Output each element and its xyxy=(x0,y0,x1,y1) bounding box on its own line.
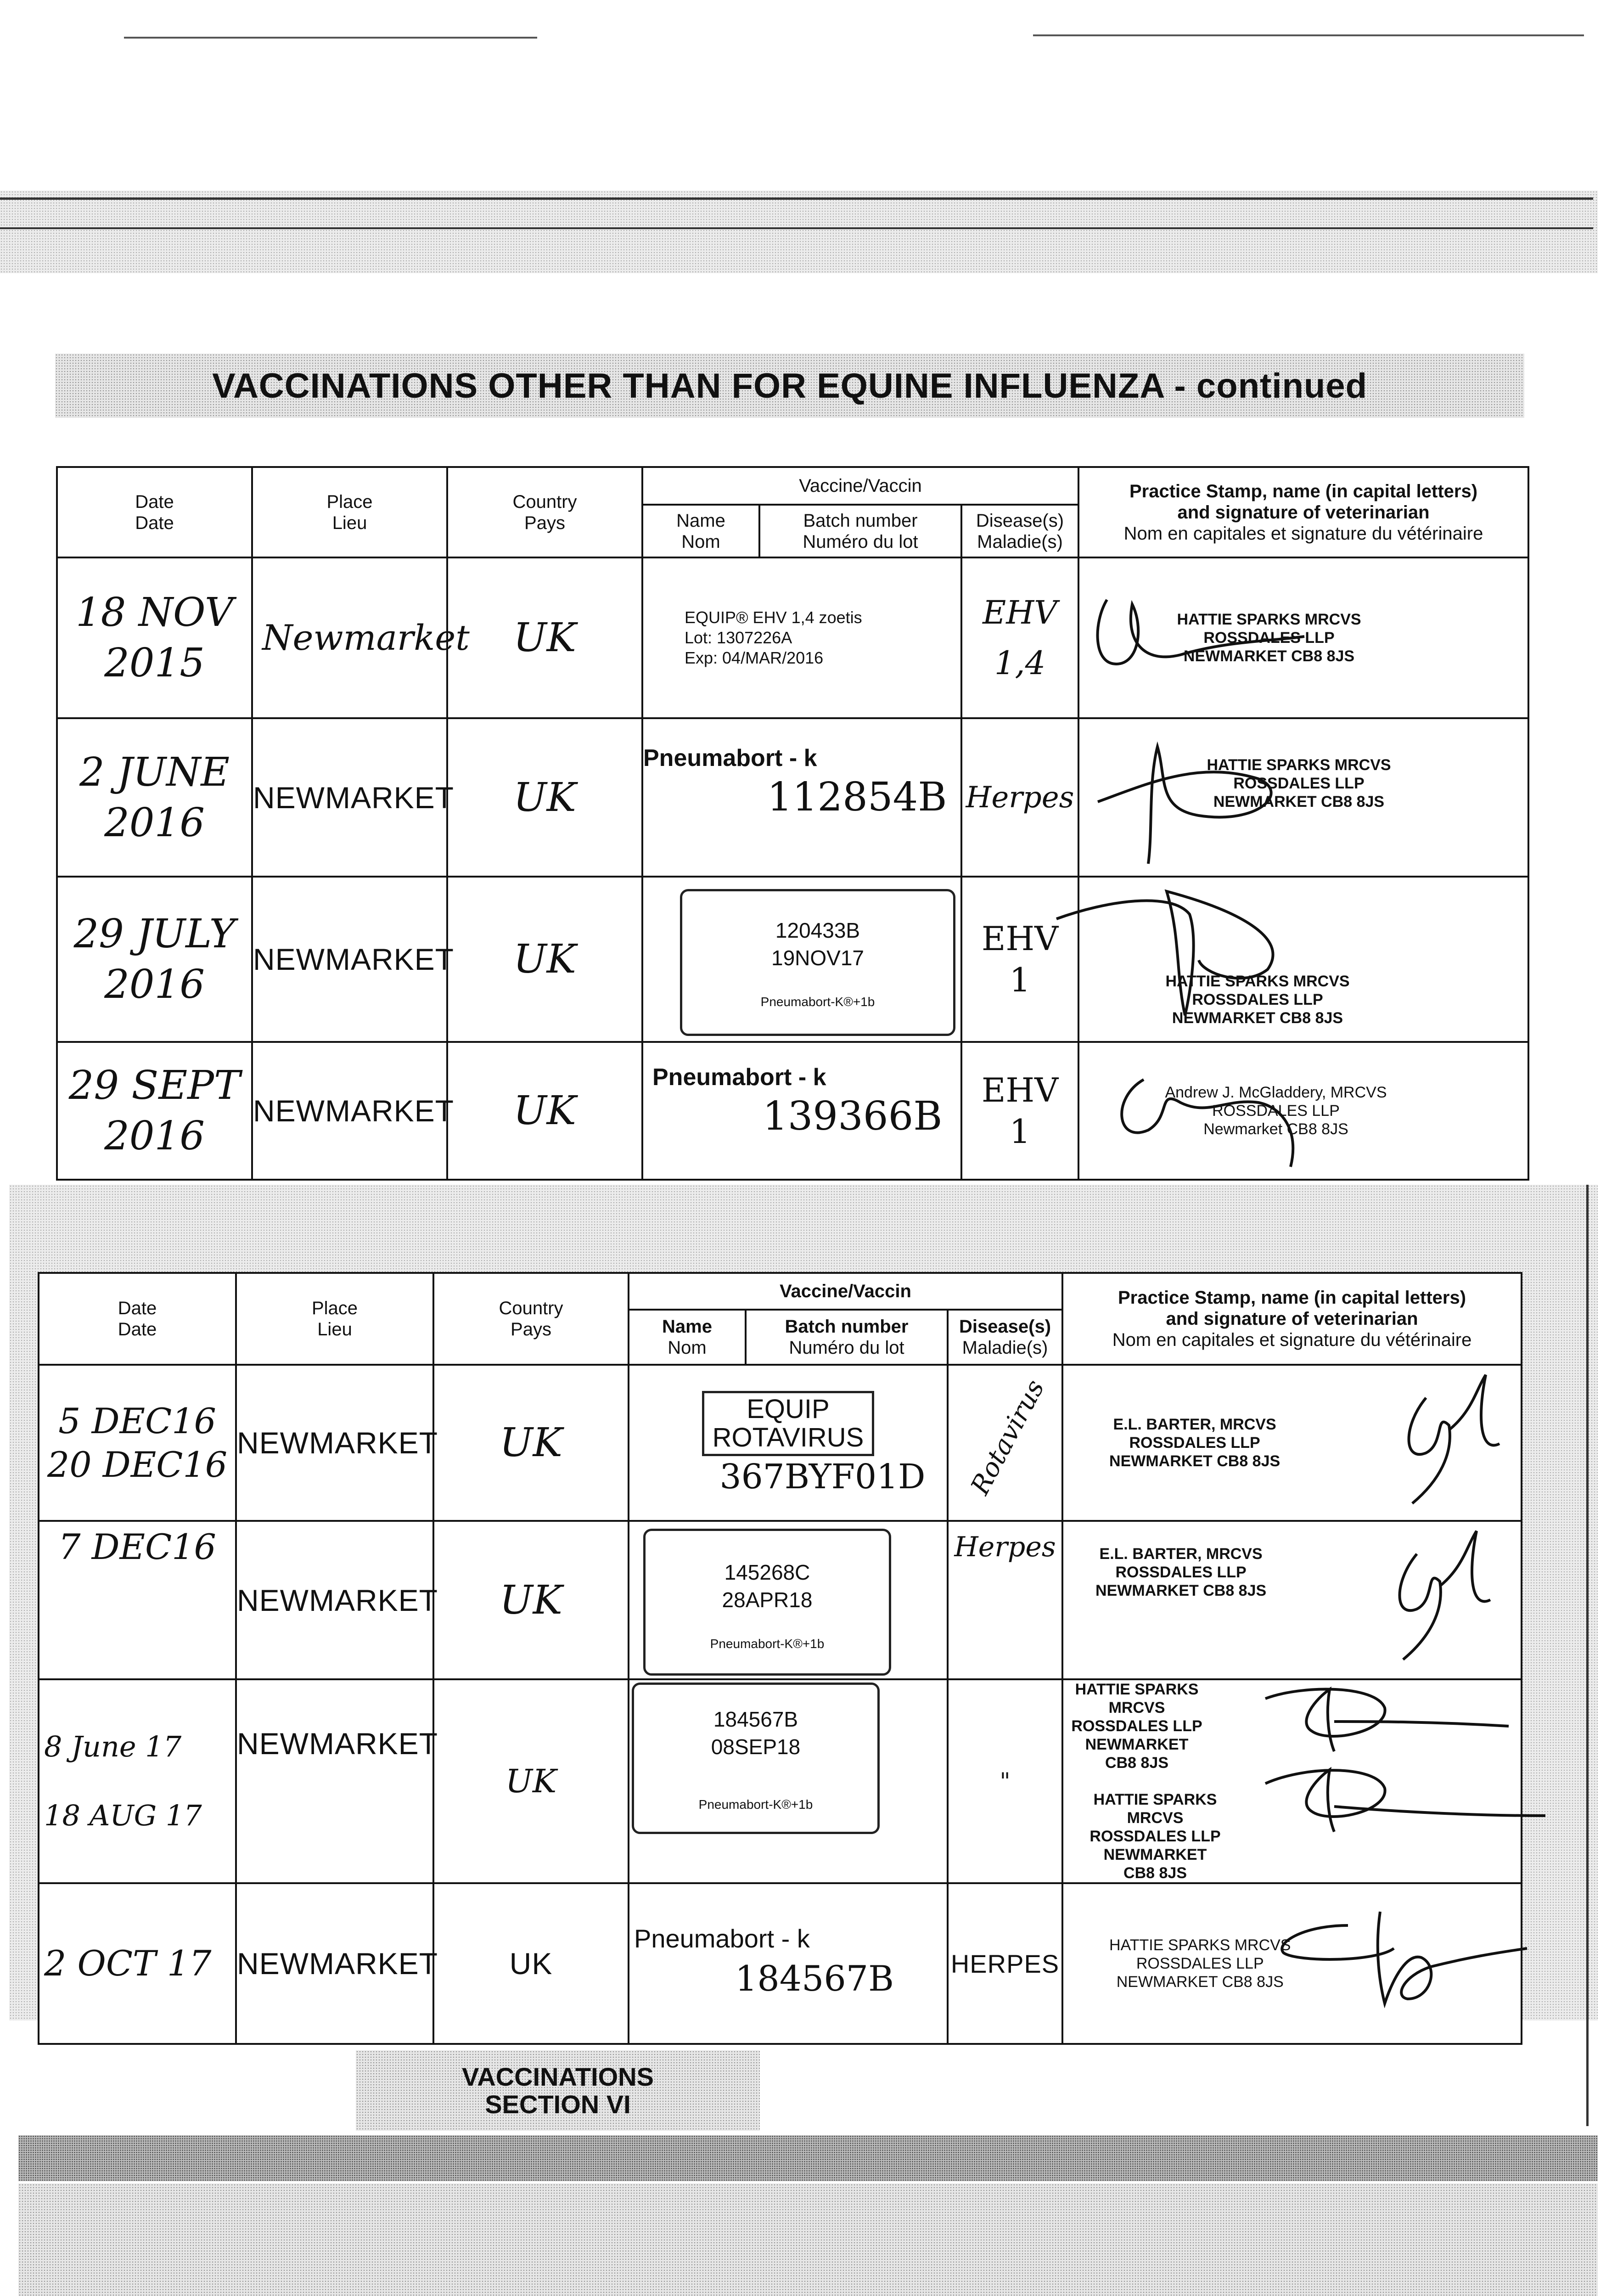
batch-sticker: 184567B 08SEP18 Pneumabort-K®+1b xyxy=(632,1683,880,1834)
table-header-row xyxy=(57,467,1528,505)
table-row xyxy=(57,718,1528,877)
country-header: Country Pays xyxy=(447,467,642,557)
table-row xyxy=(57,877,1528,1042)
disease-header: Disease(s) Maladie(s) xyxy=(948,1310,1062,1365)
place-cell: NEWMARKET xyxy=(236,1365,433,1521)
batch-header: Batch number Numéro du lot xyxy=(746,1310,948,1365)
place-cell: NEWMARKET xyxy=(236,1679,433,1883)
section-banner xyxy=(55,354,1524,418)
practice-stamp-cell xyxy=(1078,877,1528,1042)
vaccine-sticker-cell xyxy=(629,1679,948,1883)
vet-stamp: HATTIE SPARKS MRCVS ROSSDALES LLP NEWMARKET CB8 8JS xyxy=(1177,611,1361,665)
date-cell: 7 DEC16 xyxy=(39,1521,236,1679)
disease-cell: Herpes xyxy=(961,718,1078,877)
practice-stamp-cell xyxy=(1062,1679,1522,1883)
scan-band xyxy=(0,191,1598,273)
vet-stamp: HATTIE SPARKS MRCVS ROSSDALES LLP NEWMARKET CB8 8JS xyxy=(1071,1681,1202,1772)
sheet-edge xyxy=(1586,1185,1589,2126)
table-row xyxy=(39,1679,1522,1883)
vaccine-sticker-cell xyxy=(642,877,961,1042)
country-cell: UK xyxy=(447,718,642,877)
date-header: Date Date xyxy=(57,467,252,557)
place-cell: NEWMARKET xyxy=(236,1883,433,2044)
vet-signature xyxy=(1256,1907,1532,2008)
vaccine-name-box: EQUIP ROTAVIRUS xyxy=(702,1391,875,1456)
practice-stamp-cell xyxy=(1078,1042,1528,1180)
place-cell: Newmarket xyxy=(252,557,447,718)
section-title: VACCINATIONS OTHER THAN FOR EQUINE INFLUENZA - continued xyxy=(212,366,1368,405)
country-cell: UK xyxy=(433,1679,629,1883)
vet-signature xyxy=(1385,1370,1504,1508)
place-header: Place Lieu xyxy=(252,467,447,557)
country-cell: UK xyxy=(433,1365,629,1521)
vaccine-sticker-cell: EQUIP® EHV 1,4 zoetis Lot: 1307226A Exp: 04/MAR/2016 xyxy=(642,557,961,718)
table-row xyxy=(57,557,1528,718)
batch-sticker: 120433B 19NOV17 Pneumabort-K®+1b xyxy=(680,889,955,1036)
country-cell: UK xyxy=(447,1042,642,1180)
disease-cell: EHV 1,4 xyxy=(961,557,1078,718)
table-row xyxy=(39,1883,1522,2044)
vet-signature xyxy=(1238,1761,1550,1834)
vet-stamp-2: HATTIE SPARKS MRCVS ROSSDALES LLP NEWMARKET CB8 8JS xyxy=(1089,1791,1221,1882)
date-cell: 5 DEC16 20 DEC16 xyxy=(39,1365,236,1521)
date-cell: 2 OCT 17 xyxy=(39,1883,236,2044)
country-cell: UK xyxy=(447,557,642,718)
place-cell: NEWMARKET xyxy=(236,1521,433,1679)
vaccination-table-1 xyxy=(56,466,1529,1181)
vaccine-sticker-cell xyxy=(629,1521,948,1679)
date-cell: 8 June 17 18 AUG 17 xyxy=(39,1679,236,1883)
scan-line xyxy=(0,227,1593,229)
country-cell: UK xyxy=(433,1883,629,2044)
vet-stamp: E.L. BARTER, MRCVS ROSSDALES LLP NEWMARKET CB8 8JS xyxy=(1109,1416,1280,1470)
disease-cell: HERPES xyxy=(948,1883,1062,2044)
place-cell: NEWMARKET xyxy=(252,1042,447,1180)
batch-header: Batch number Numéro du lot xyxy=(759,505,961,557)
vet-stamp: Andrew J. McGladdery, MRCVS ROSSDALES LLP Newmarket CB8 8JS xyxy=(1165,1084,1387,1138)
vaccine-header: Vaccine/Vaccin xyxy=(642,467,1078,505)
disease-cell: Rotavirus xyxy=(948,1365,1062,1521)
vet-stamp: HATTIE SPARKS MRCVS ROSSDALES LLP NEWMARKET CB8 8JS xyxy=(1109,1936,1291,1991)
table-row xyxy=(39,1521,1522,1679)
name-header: Name Nom xyxy=(629,1310,746,1365)
disease-cell: EHV 1 xyxy=(961,1042,1078,1180)
practice-header: Practice Stamp, name (in capital letters) and signature of veterinarian Nom en capitales et signature du vétérinaire xyxy=(1078,467,1528,557)
date-cell: 2 JUNE 2016 xyxy=(57,718,252,877)
table-header-row xyxy=(39,1273,1522,1310)
practice-stamp-cell xyxy=(1062,1365,1522,1521)
country-cell: UK xyxy=(433,1521,629,1679)
vet-stamp: E.L. BARTER, MRCVS ROSSDALES LLP NEWMARKET CB8 8JS xyxy=(1095,1545,1267,1599)
date-cell: 29 JULY 2016 xyxy=(57,877,252,1042)
table-row xyxy=(39,1365,1522,1521)
disease-cell: EHV 1 xyxy=(961,877,1078,1042)
scan-band-bottom-light xyxy=(18,2183,1598,2296)
practice-stamp-cell xyxy=(1078,718,1528,877)
vaccine-name-batch-cell: Pneumabort - k 184567B xyxy=(629,1883,948,2044)
practice-stamp-cell xyxy=(1062,1883,1522,2044)
place-header: Place Lieu xyxy=(236,1273,433,1365)
batch-sticker: 145268C 28APR18 Pneumabort-K®+1b xyxy=(643,1529,891,1676)
scan-line xyxy=(0,197,1593,200)
section-label: VACCINATIONS SECTION VI xyxy=(356,2050,760,2131)
date-cell: 18 NOV 2015 xyxy=(57,557,252,718)
vet-stamp: HATTIE SPARKS MRCVS ROSSDALES LLP NEWMARKET CB8 8JS xyxy=(1207,756,1391,810)
country-cell: UK xyxy=(447,877,642,1042)
scan-line xyxy=(124,37,537,39)
table-row xyxy=(57,1042,1528,1180)
vaccine-name-batch-cell: Pneumabort - k 112854B xyxy=(642,718,961,877)
date-header: Date Date xyxy=(39,1273,236,1365)
practice-stamp-cell xyxy=(1078,557,1528,718)
vet-signature xyxy=(1376,1526,1495,1664)
practice-header: Practice Stamp, name (in capital letters) and signature of veterinarian Nom en capitales et signature du vétérinaire xyxy=(1062,1273,1522,1365)
place-cell: NEWMARKET xyxy=(252,877,447,1042)
scan-line xyxy=(1033,34,1584,36)
country-header: Country Pays xyxy=(433,1273,629,1365)
vaccine-name-batch-cell: EQUIP ROTAVIRUS 367BYF01D xyxy=(629,1365,948,1521)
vet-signature xyxy=(1238,1680,1513,1754)
vaccine-name-batch-cell: Pneumabort - k 139366B xyxy=(642,1042,961,1180)
vet-stamp: HATTIE SPARKS MRCVS ROSSDALES LLP NEWMARKET CB8 8JS xyxy=(1165,973,1350,1027)
place-cell: NEWMARKET xyxy=(252,718,447,877)
vaccination-table-2 xyxy=(38,1272,1522,2045)
disease-header: Disease(s) Maladie(s) xyxy=(961,505,1078,557)
scan-band-bottom xyxy=(18,2135,1598,2181)
vaccine-header: Vaccine/Vaccin xyxy=(629,1273,1062,1310)
practice-stamp-cell xyxy=(1062,1521,1522,1679)
disease-cell: Herpes xyxy=(948,1521,1062,1679)
date-cell: 29 SEPT 2016 xyxy=(57,1042,252,1180)
disease-cell: " xyxy=(948,1679,1062,1883)
name-header: Name Nom xyxy=(642,505,759,557)
